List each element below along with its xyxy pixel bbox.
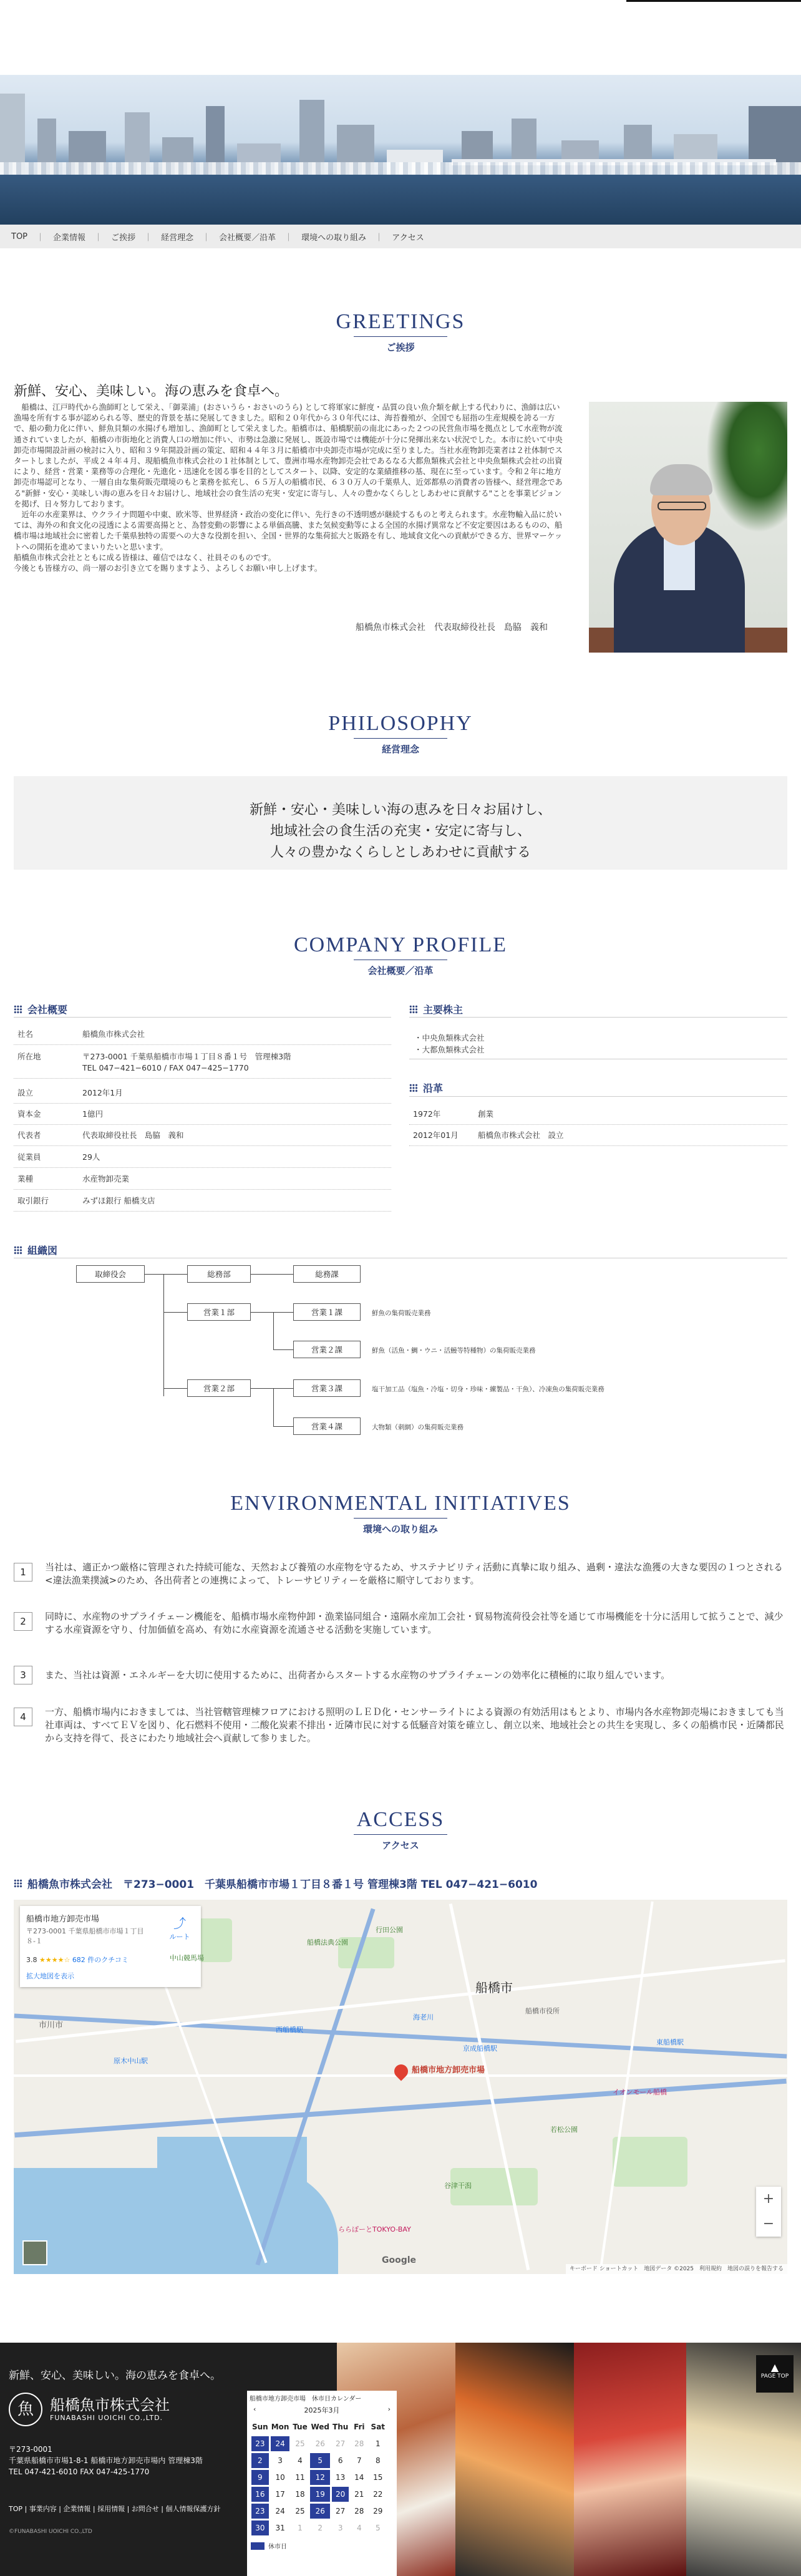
env-item-text: 一方、船橋市場内におきましては、当社管轄管理棟フロアにおける照明のＬＥＤ化・センサーライトによる資源の有効活用はもとより、市場内各水産物卸売場におきましても当社車両は、すべてＥＶを図り、化石燃料不使用・二酸化炭素不排出・近隣市民に対する低騒音対策を確立し、創立以来、地域社会との共生を実現し、多くの船橋市民・近隣都民から支持を得て、長さにわたり地域社会へ貢献して参りました。: [45, 1706, 784, 1744]
greetings-paragraph: 近年の水産業界は、ウクライナ問題や中東、欧米等、世界経済・政治の変化に伴い、先行きの不透明感が継続するものと考えられます。水産物輸入品に於いては、海外の和食文化の浸透による需要高揚とと、為替変動の影響による単価高騰、また気候変動等による全国的水揚げ異常など不安定要因はあるものの、船橋市場は地域社会に密着した千葉県独特の需要への大きな役割を担い、全国・世界的な集荷拡大と販路を有し、地域食文化への貢献ができる方、世界マーケットへの開拓を進めてまいりたいと思います。: [14, 510, 563, 552]
profile-row: [14, 1087, 391, 1104]
overview-heading-label: 会社概要: [27, 1004, 68, 1016]
chevron-right-icon[interactable]: ›: [387, 2405, 391, 2413]
footer-food-photos: [337, 2343, 801, 2576]
row-key: 業種: [17, 1174, 34, 1184]
row-value: 水産物卸売業: [82, 1174, 130, 1184]
profile-row: [14, 1151, 391, 1168]
profile-heading: [0, 933, 801, 977]
breadcrumb-profile[interactable]: 会社概要／沿革: [219, 233, 276, 243]
calendar-title: 船橋市地方卸売市場 休市日カレンダー: [250, 2396, 362, 2403]
footer-company-en: FUNABASHI UOICHI CO.,LTD.: [50, 2414, 163, 2422]
calendar-day: 6: [337, 2456, 343, 2465]
footer-tagline: 新鮮、安心、美味しい。海の恵みを食卓へ。: [9, 2369, 221, 2382]
calendar-day: 24: [275, 2507, 285, 2515]
access-address: 船橋魚市株式会社 〒273−0001 千葉県船橋市市場１丁目８番１号 管理棟3階 TEL 047−421−6010: [27, 1879, 538, 1891]
calendar-day: 27: [336, 2507, 346, 2515]
calendar-day: 5: [375, 2524, 381, 2532]
map-place-card: [20, 1906, 201, 1987]
map-label: 京成船橋駅: [463, 2044, 497, 2053]
map-layer-toggle[interactable]: [22, 2240, 47, 2265]
calendar-day: 24: [271, 2436, 290, 2451]
calendar-day: 28: [354, 2439, 364, 2448]
calendar-day: 27: [336, 2439, 346, 2448]
map-label: 船橋法典公園: [307, 1938, 348, 1947]
footer-tel: TEL 047-421-6010 FAX 047-425-1770: [9, 2467, 150, 2476]
org-desc: 塩干加工品（塩魚・冷塩・切身・珍味・練製品・干魚）、冷凍魚の集荷販売業務: [372, 1386, 604, 1393]
calendar-day: 19: [310, 2487, 330, 2502]
calendar-day: 22: [373, 2490, 383, 2499]
grid-dots-icon: [409, 1005, 418, 1014]
calendar-day: 11: [295, 2473, 305, 2482]
map-label: ららぽーとTOKYO-BAY: [338, 2225, 411, 2233]
row-key: 所在地: [17, 1052, 41, 1061]
map-reviews-link[interactable]: 682 件のクチコミ: [72, 1956, 129, 1964]
org-general-section: 総務課: [293, 1265, 361, 1283]
row-value: 1億円: [82, 1109, 103, 1119]
map-label: 行田公園: [376, 1926, 403, 1934]
page-top-label: PAGE TOP: [760, 2373, 789, 2380]
star-rating-icon: ★★★★☆: [39, 1956, 70, 1964]
org-sales-dept-1: 営業１部: [187, 1303, 251, 1321]
footer: [0, 2343, 801, 2576]
footer-zip: 〒273-0001: [9, 2445, 52, 2454]
map-park: [613, 2137, 687, 2187]
org-sales-section-2: 営業２課: [293, 1341, 361, 1358]
row-value: 〒273-0001 千葉県船橋市市場１丁目８番１号 管理棟3階: [82, 1052, 291, 1061]
map-pin-label: 船橋市地方卸売市場: [412, 2066, 485, 2075]
env-item-number: 1: [14, 1563, 32, 1582]
philosophy-line: 新鮮・安心・美味しい海の恵みを日々お届けし、: [249, 802, 551, 818]
org-sales-section-4: 営業４課: [293, 1417, 361, 1435]
breadcrumb-greetings[interactable]: ご挨拶: [111, 233, 136, 243]
philosophy-heading: [0, 712, 801, 756]
map-label: 若松公園: [550, 2126, 578, 2134]
zoom-out-icon[interactable]: −: [762, 2216, 775, 2232]
calendar-weekday: Wed: [311, 2423, 330, 2431]
header-accent-line: [626, 0, 801, 2]
map-label: 中山競馬場: [170, 1954, 204, 1962]
calendar-weekday: Mon: [271, 2423, 289, 2431]
org-sales-section-1: 営業１課: [293, 1303, 361, 1321]
president-photo: [589, 402, 787, 653]
map-highway: [14, 2014, 787, 2059]
philosophy-box: [14, 776, 787, 870]
history-year: 1972年: [413, 1109, 441, 1119]
profile-heading-en: COMPANY PROFILE: [293, 933, 508, 956]
calendar-day: 4: [356, 2524, 362, 2532]
history-text: 船橋魚市株式会社 設立: [478, 1130, 564, 1140]
map-road: [449, 1903, 530, 2270]
map-footer: キーボード ショートカット 地図データ ©2025 利用規約 地図の誤りを報告する: [566, 2264, 787, 2274]
calendar-legend: [247, 2540, 397, 2552]
org-line: [163, 1274, 164, 1396]
calendar-day: 29: [373, 2507, 383, 2515]
divider: [14, 1017, 391, 1018]
profile-row: [14, 1108, 391, 1125]
map-place-address: 〒273-0001 千葉県船橋市市場１丁目８-１: [26, 1927, 144, 1945]
footer-company-name: 船橋魚市株式会社: [50, 2396, 170, 2414]
map-label: 海老川: [413, 2013, 434, 2021]
divider: [409, 1017, 787, 1018]
env-item-text: 同時に、水産物のサプライチェーン機能を、船橋市場水産物仲卸・漁業協同組合・遠隔水産加工会社・貿易物流荷役会社等を通じて市場機能を十分に活用して拡うことで、減少する水産資源を守り、付加価値を高め、有効に水産資源を流通させる活動を実施しています。: [45, 1611, 784, 1635]
profile-row: [14, 1195, 391, 1212]
grid-dots-icon: [14, 1005, 22, 1014]
environment-heading-en: ENVIRONMENTAL INITIATIVES: [230, 1492, 571, 1515]
philosophy-line: 地域社会の食生活の充実・安定に寄与し、: [269, 824, 531, 839]
calendar-day: 2: [251, 2453, 269, 2468]
map-zoom-control[interactable]: [756, 2187, 781, 2237]
row-value: みずほ銀行 船橋支店: [82, 1196, 155, 1205]
org-sales-section-3: 営業３課: [293, 1379, 361, 1397]
legend-label: 休市日: [268, 2544, 287, 2550]
calendar-weekday: Fri: [354, 2423, 365, 2431]
footer-copyright: ©FUNABASHI UOICHI CO.,LTD: [9, 2529, 92, 2535]
history-heading-label: 沿革: [423, 1082, 444, 1094]
heading-rule: [354, 1834, 447, 1835]
calendar-day: 3: [337, 2524, 343, 2532]
footer-address-block: [9, 2444, 203, 2477]
row-value: 29人: [82, 1152, 100, 1162]
calendar-day: 10: [275, 2473, 285, 2482]
calendar-day: 7: [356, 2456, 362, 2465]
harbor-water: [0, 175, 801, 225]
calendar-day: 5: [310, 2453, 330, 2468]
breadcrumb: TOP ｜ 企業情報 ｜ ご挨拶 ｜ 経営理念 ｜ 会社概要／沿革 ｜ 環境への取り組み ｜ アクセス: [0, 225, 801, 248]
history-year: 2012年01月: [413, 1130, 459, 1140]
row-key: 代表者: [17, 1130, 41, 1140]
calendar-weekday: Thu: [333, 2423, 349, 2431]
calendar-day: 25: [295, 2507, 305, 2515]
grid-dots-icon: [409, 1084, 418, 1092]
shareholder-item: ・大都魚類株式会社: [414, 1045, 485, 1054]
calendar-day: 18: [295, 2490, 305, 2499]
org-desc: 鮮魚（活魚・鯛・ウニ・活鰻等特種物）の集荷販売業務: [372, 1347, 536, 1354]
heading-rule: [354, 738, 447, 739]
org-desc: 大物類（刺網）の集荷販売業務: [372, 1424, 464, 1431]
chevron-left-icon[interactable]: ‹: [253, 2405, 256, 2413]
greetings-paragraph: 今後とも皆様方の、尚一層のお引き立てを賜りますよう、よろしくお願い申し上げます。: [14, 563, 323, 573]
calendar-day: 21: [354, 2490, 364, 2499]
footer-address: 千葉県船橋市市場1-8-1 船橋市地方卸売市場内 管理棟3階: [9, 2456, 203, 2465]
env-item-number: 2: [14, 1612, 32, 1631]
breadcrumb-company[interactable]: 企業情報: [53, 233, 86, 243]
breadcrumb-philosophy[interactable]: 経営理念: [161, 233, 194, 243]
calendar-grid: [250, 2418, 388, 2537]
map-route-label: ルート: [169, 1933, 190, 1941]
map-route-button[interactable]: [167, 1913, 192, 1942]
calendar-nav: [247, 2405, 397, 2415]
greetings-paragraph: 船橋は、江戸時代から漁師町として栄え、「御菜浦」(おさいうら・おさいのうら) として将軍家に鮮度・品質の良い魚介類を献上する代わりに、漁師は広い漁場を所有する事が認められる等、歴史的背景を基に発展してきました。昭和２０年代から３０年代には、海苔養殖が、全国でも屈指の生産規模を誇る一方で、船の動力化に伴い、鮮魚貝類の水揚げも増加し、漁師町として栄えました。船橋市は、船橋駅前の南北にあった２つの民営魚市場を拠点として水産物が流通されていましたが、船橋の市街地化と消費人口の増加に伴い、市勢は急激に発展し、既設市場では機能が十分に発揮出来ない状況でした。本市に於いて中央卸売市場開設計画の検討に入り、昭和３９年開設計画の策定、昭和４４年３月に船橋市中央卸売市場が完成に至りました。当社水産物卸売業者は２社体制でスタートしましたが、平成２４年４月、現船橋魚市株式会社の１社体制として、豊洲市場水産物卸売会社であるなる大都魚類株式会社と中央魚類株式会社の出資により、経営・営業・業務等の合理化・先進化・迅速化を図る事を目的としてスタート、以降、安定的な業績推移の基、現在に至っています。令和２年に地方卸売市場認可となり、一層自由な集荷販売環境のもと業務を拡充し、６５万人の船橋市民、６３０万人の千葉県人、近郊都県の消費者の皆様へ、経営理念である"新鮮・安心・美味しい海の恵みを日々お届けし、地域社会の食生活の充実・安定に寄与し、人々の豊かなくらしとしあわせに貢献する"ことを事業ビジョンを掲げ、日々努力しております。: [14, 402, 563, 508]
calendar-day: 2: [318, 2524, 323, 2532]
access-address-heading: [14, 1875, 537, 1891]
philosophy-heading-jp: 経営理念: [381, 744, 419, 755]
greetings-signature: 船橋魚市株式会社 代表取締役社長 島脇 義和: [356, 623, 548, 633]
environment-heading: [0, 1492, 801, 1535]
org-board: 取締役会: [76, 1265, 145, 1283]
profile-row: [14, 1028, 391, 1045]
page-top-button[interactable]: [756, 2355, 794, 2393]
greetings-title: 新鮮、安心、美味しい。海の恵みを食卓へ。: [14, 384, 289, 399]
profile-heading-jp: 会社概要／沿革: [367, 965, 434, 976]
calendar-day: 4: [298, 2456, 303, 2465]
calendar-day: 8: [375, 2456, 381, 2465]
row-value-tel: TEL 047−421−6010 / FAX 047−425−1770: [82, 1063, 249, 1072]
calendar-day: 23: [251, 2436, 269, 2451]
row-key: 従業員: [17, 1152, 41, 1162]
row-key: 社名: [17, 1029, 34, 1039]
row-value: 船橋魚市株式会社: [82, 1029, 145, 1039]
map-label: 船橋市役所: [525, 2007, 560, 2015]
org-heading: [14, 1243, 57, 1257]
org-line: [163, 1312, 187, 1313]
map-label: イオンモール船橋: [613, 2088, 668, 2096]
access-heading-en: ACCESS: [356, 1808, 445, 1831]
philosophy-heading-en: PHILOSOPHY: [328, 712, 473, 735]
org-line: [251, 1274, 293, 1275]
map-rating-value: 3.8: [26, 1956, 37, 1964]
profile-row: [14, 1173, 391, 1190]
calendar-day: 1: [298, 2524, 303, 2532]
org-heading-label: 組織図: [27, 1245, 58, 1256]
access-heading: [0, 1808, 801, 1852]
philosophy-line: 人々の豊かなくらしとしあわせに貢献する: [269, 845, 531, 860]
calendar-day: 9: [251, 2470, 269, 2485]
row-key: 取引銀行: [17, 1196, 49, 1205]
map-place-name: 船橋市地方卸売市場: [26, 1915, 100, 1924]
map-label: 谷津干潟: [444, 2182, 472, 2190]
calendar-day: 26: [315, 2439, 325, 2448]
calendar-month: 2025年3月: [304, 2406, 340, 2414]
calendar-day: 20: [332, 2487, 349, 2502]
org-line: [273, 1388, 274, 1426]
zoom-in-icon[interactable]: +: [762, 2191, 775, 2207]
org-line: [251, 1312, 273, 1313]
row-value: 代表取締役社長 島脇 義和: [82, 1130, 184, 1140]
org-desc: 鮮魚の集荷販売業務: [372, 1310, 431, 1317]
greetings-body: [14, 402, 566, 573]
calendar-day: 15: [373, 2473, 383, 2482]
heading-rule: [354, 336, 447, 337]
calendar-day: 3: [278, 2456, 283, 2465]
org-line: [273, 1426, 293, 1427]
calendar-day: 30: [251, 2520, 269, 2535]
org-line: [273, 1388, 293, 1389]
environment-heading-jp: 環境への取り組み: [362, 1524, 438, 1535]
grid-dots-icon: [14, 1246, 22, 1255]
overview-heading: [14, 1002, 67, 1016]
profile-row: [14, 1051, 391, 1079]
heading-rule: [354, 1518, 447, 1519]
row-key: 資本金: [17, 1109, 41, 1119]
map-rating: [26, 1955, 129, 1965]
greetings-paragraph: 船橋魚市株式会社とともに成る皆様は、確信ではなく、社員そのものです。: [14, 552, 276, 562]
history-text: 創業: [478, 1109, 494, 1119]
map-label: 西船橋駅: [276, 2026, 303, 2034]
greetings-heading-en: GREETINGS: [336, 310, 465, 333]
map-pin-icon[interactable]: [391, 2061, 410, 2081]
map-label: 市川市: [39, 2021, 64, 2030]
env-item-number: 4: [14, 1708, 32, 1726]
history-row: [409, 1129, 787, 1146]
grid-dots-icon: [14, 1879, 22, 1888]
org-line: [273, 1312, 274, 1349]
header-bar: [0, 0, 801, 75]
food-photo: [455, 2343, 574, 2576]
row-value: 2012年1月: [82, 1088, 123, 1097]
shareholders-heading: [409, 1002, 463, 1016]
calendar-day: 1: [375, 2439, 381, 2448]
map-city-label: 船橋市: [475, 1980, 513, 1995]
breadcrumb-top[interactable]: TOP: [11, 231, 28, 241]
footer-links[interactable]: TOP | 事業内容 | 企業情報 | 採用情報 | お問合せ | 個人情報保護方針: [9, 2505, 221, 2513]
calendar-day: 28: [354, 2507, 364, 2515]
food-photo: [574, 2343, 686, 2576]
env-item-number: 3: [14, 1666, 32, 1684]
org-general-affairs: 総務部: [187, 1265, 251, 1283]
hero-image: [0, 75, 801, 225]
holiday-calendar: [247, 2391, 397, 2576]
map-highway: [14, 2079, 787, 2137]
calendar-day: 26: [310, 2504, 330, 2519]
fish-logo-icon: 魚: [9, 2393, 42, 2426]
org-line: [251, 1388, 273, 1389]
shareholders-list: [414, 1032, 485, 1056]
breadcrumb-access[interactable]: アクセス: [392, 233, 424, 243]
profile-row: [14, 1129, 391, 1146]
map-larger-link[interactable]: 拡大地図を表示: [26, 1972, 74, 1980]
org-line: [163, 1388, 187, 1389]
env-item-text: また、当社は資源・エネルギーを大切に使用するために、出荷者からスタートする水産物のサプライチェーンの効率化に積極的に取り組んでいます。: [45, 1670, 671, 1681]
calendar-day: 16: [251, 2487, 269, 2502]
calendar-day: 25: [295, 2439, 305, 2448]
google-map[interactable]: [14, 1900, 787, 2274]
map-label: 東船橋駅: [656, 2038, 684, 2046]
shareholders-heading-label: 主要株主: [423, 1004, 464, 1016]
org-sales-dept-2: 営業２部: [187, 1379, 251, 1397]
calendar-day: 23: [251, 2504, 269, 2519]
directions-icon: ⤴: [173, 1916, 186, 1931]
org-line: [145, 1274, 163, 1275]
row-key: 設立: [17, 1088, 34, 1097]
org-line: [273, 1349, 293, 1350]
calendar-day: 13: [336, 2473, 346, 2482]
calendar-day: 14: [354, 2473, 364, 2482]
greetings-heading-jp: ご挨拶: [386, 342, 415, 353]
calendar-day: 17: [275, 2490, 285, 2499]
divider: [409, 1096, 787, 1097]
history-row: [409, 1108, 787, 1125]
env-item-text: 当社は、適正かつ厳格に管理された持続可能な、天然および養殖の水産物を守るため、サステナビリティ活動に真摯に取り組み、過剰・違法な漁獲の大きな要因の１つとされる<違法漁業撲滅>のため、各出荷者との連携によって、トレーサビリティーを厳格に順守しております。: [45, 1562, 783, 1586]
calendar-weekday: Sat: [371, 2423, 386, 2431]
map-label: 原木中山駅: [114, 2057, 148, 2065]
google-logo: Google: [382, 2255, 417, 2265]
legend-swatch: [251, 2542, 265, 2550]
org-line: [273, 1312, 293, 1313]
calendar-weekday: Tue: [293, 2423, 308, 2431]
breadcrumb-environment[interactable]: 環境への取り組み: [301, 233, 367, 243]
access-heading-jp: アクセス: [382, 1840, 419, 1851]
history-heading: [409, 1081, 443, 1095]
calendar-day: 12: [310, 2470, 330, 2485]
greetings-heading: [0, 310, 801, 354]
arrow-up-icon: ▲: [770, 2361, 779, 2373]
calendar-weekday: Sun: [252, 2423, 268, 2431]
shareholder-item: ・中央魚類株式会社: [414, 1033, 485, 1043]
calendar-day: 31: [275, 2524, 285, 2532]
